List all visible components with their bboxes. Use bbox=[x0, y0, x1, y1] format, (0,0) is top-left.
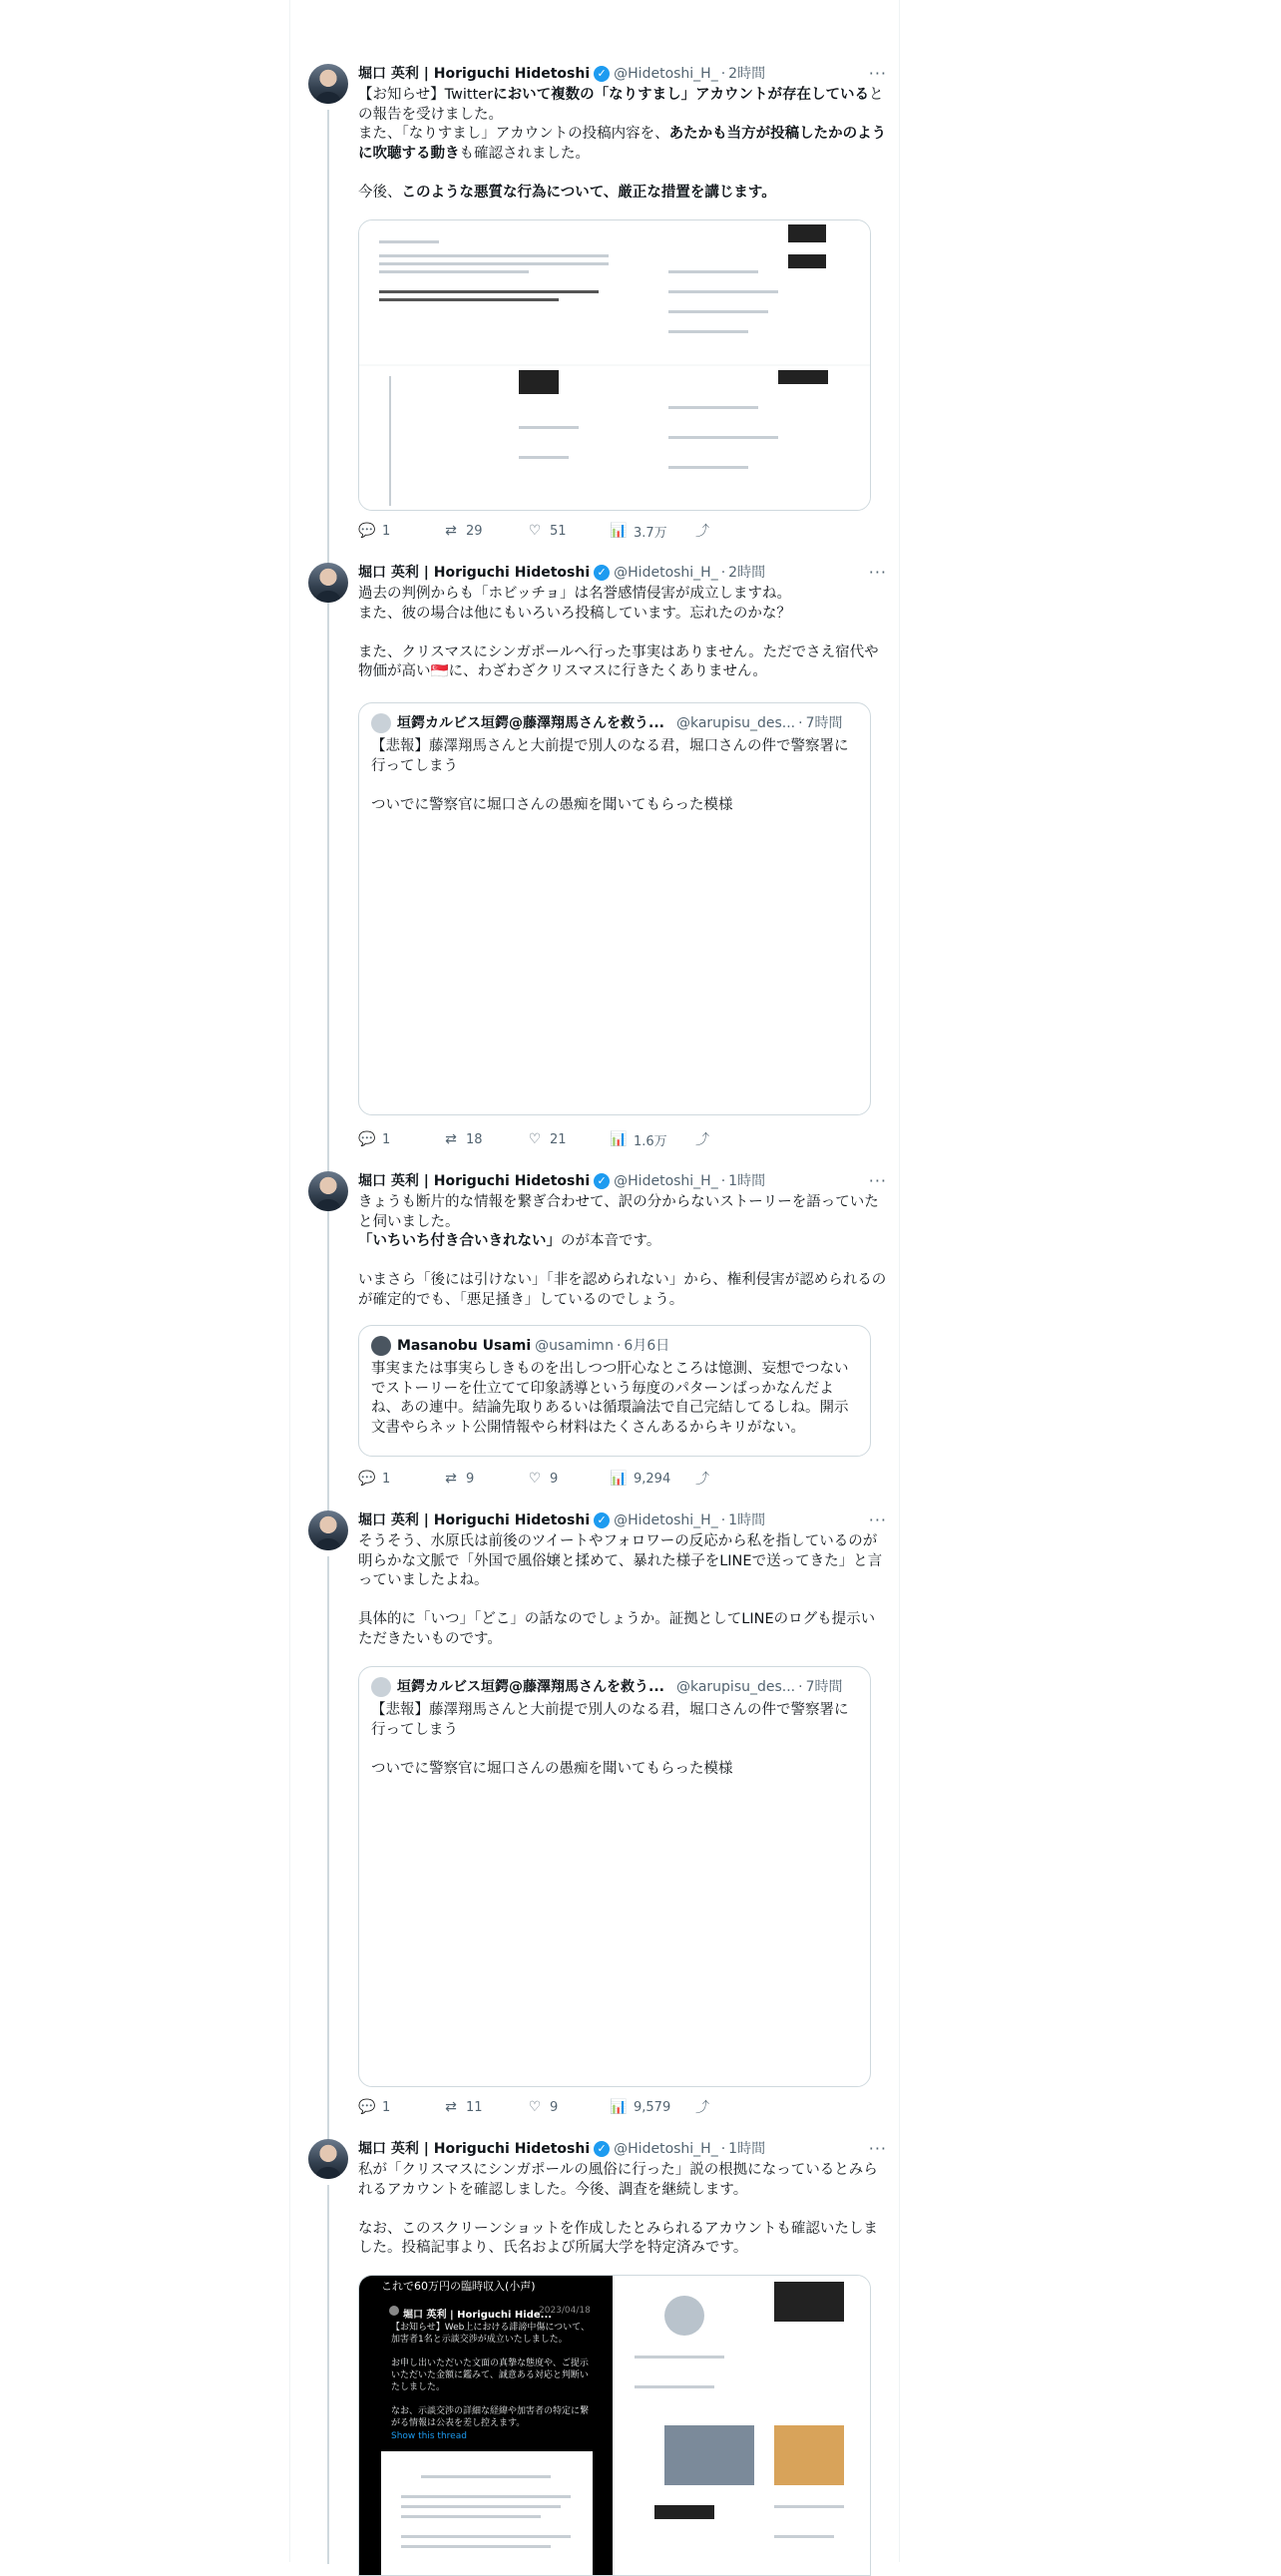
tweet[interactable]: 堀口 英利 | Horiguchi Hidetoshi ✓ @Hidetoshi_H_ · 2時間 ··· 【お知らせ】Twitterにおいて複数の「なりすまし」アカウントが存在しているとの報告を受けました。 また、「なりすまし」アカウントの投稿内容を、あたかも当方が投稿したかのように吹聴する動きも確認されました。 今後、このような悪質な行為について、厳正な措置を講じます。 💬 1 ⇄ 29 ♡ 51 📊 3.7万 ⤴ bbox=[308, 64, 887, 553]
views-button[interactable]: 📊 1.6万 bbox=[610, 1131, 667, 1149]
tweet[interactable]: 堀口 英利 | Horiguchi Hidetoshi ✓ @Hidetoshi_H_ · 2時間 ··· 過去の判例からも「ホビッチョ」は名誉感情侵害が成立しますね。 また、彼の場合は他にもいろいろ投稿しています。忘れたのかな？ また、クリスマスにシンガポールへ行った事実はありません。ただでさえ宿代や物価が高い🇸🇬に、わざわざクリスマスに行きたくありません。 垣鍔カルビス垣鍔@藤澤翔馬さんを救う... @karupisu_des... · 7時間 【悲報】藤澤翔馬さんと大前提で別人のなる君，堀口さんの件で警察署に行ってしまう ついでに警察官に堀口さんの愚痴を聞いてもらった模様 💬 1 ⇄ 18 ♡ 21 📊 1.6万 ⤴ bbox=[308, 563, 887, 1141]
thread-line bbox=[327, 110, 329, 619]
verified-badge-icon: ✓ bbox=[594, 66, 610, 82]
retweet-icon: ⇄ bbox=[445, 523, 457, 539]
author-name[interactable]: 堀口 英利 | Horiguchi Hidetoshi bbox=[358, 1173, 591, 1189]
quote-author-handle: @karupisu_des... bbox=[675, 715, 796, 731]
tweet-time[interactable]: 1時間 bbox=[728, 1512, 766, 1528]
retweet-icon: ⇄ bbox=[445, 1131, 457, 1147]
tweet-text bbox=[358, 86, 887, 203]
quote-time: 6月6日 bbox=[624, 1338, 670, 1354]
author-name[interactable]: 堀口 英利 | Horiguchi Hidetoshi bbox=[358, 1512, 591, 1528]
tweet-text-segment: このような悪質な行為について、厳正な措置を講じます。 bbox=[401, 184, 776, 201]
media-inner-link: Show this thread bbox=[391, 2431, 467, 2441]
tweet-text bbox=[358, 1193, 887, 1310]
avatar[interactable] bbox=[308, 2139, 348, 2179]
media-caption: これで60万円の臨時収入(小声) bbox=[381, 2280, 536, 2293]
avatar[interactable] bbox=[308, 64, 348, 104]
quote-text: 事実または事実らしきものを出しつつ肝心なところは憶測、妄想でつないでストーリーを仕立てて印象誘導という毎度のパターンばっかなんだよね、あの連中。結論先取りあるいは循環論法で自己完結してるしね。開示文書やらネット公開情報やら材料はたくさんあるからキリがない。 bbox=[371, 1361, 849, 1436]
quote-author-handle: @usamimn bbox=[535, 1338, 614, 1354]
reply-icon: 💬 bbox=[358, 1131, 376, 1147]
retweet-button[interactable]: ⇄ 29 bbox=[442, 521, 526, 541]
tweet-text: そうそう、水原氏は前後のツイートやフォロワーの反応から私を指しているのが明らかな文脈で「外国で風俗嬢と揉めて、暴れた様子をLINEで送ってきた」と言っていましたよね。 具体的に「いつ」「どこ」の話なのでしょうか。証拠としてLINEのログも提示いただきたいものです。 bbox=[358, 1533, 883, 1647]
verified-badge-icon: ✓ bbox=[594, 565, 610, 581]
share-button[interactable] bbox=[693, 521, 777, 541]
verified-badge-icon: ✓ bbox=[594, 1173, 610, 1189]
media-inner-text: 【お知らせ】Web上における誹謗中傷について、加害者1名と示談交渉が成立いたしました。 お申し出いただいた文面の真摯な態度や、ご提示いただいた金額に鑑みて、誠意ある対応と判断いたしました。 なお、示談交渉の詳細な経緯や加害者の特定に繋がる情報は公表を差し控えます。 bbox=[391, 2323, 590, 2428]
quote-text: 【悲報】藤澤翔馬さんと大前提で別人のなる君，堀口さんの件で警察署に行ってしまう ついでに警察官に堀口さんの愚痴を聞いてもらった模様 bbox=[371, 1702, 849, 1777]
reply-button[interactable]: 💬 1 bbox=[358, 523, 391, 539]
quote-avatar bbox=[371, 1677, 391, 1697]
share-icon: ⤴ bbox=[695, 524, 709, 540]
reply-icon: 💬 bbox=[358, 2099, 376, 2115]
quote-avatar bbox=[371, 1336, 391, 1356]
views-icon: 📊 bbox=[610, 523, 628, 539]
retweet-button[interactable]: ⇄ 18 bbox=[442, 1129, 526, 1149]
retweet-button[interactable]: ⇄ 11 bbox=[442, 2097, 526, 2117]
like-button[interactable]: ♡ 51 bbox=[526, 521, 610, 541]
quote-author-name: 垣鍔カルビス垣鍔@藤澤翔馬さんを救う... bbox=[397, 1679, 664, 1695]
author-handle[interactable]: @Hidetoshi_H_ bbox=[614, 565, 718, 581]
share-icon: ⤴ bbox=[695, 2100, 709, 2116]
heart-icon: ♡ bbox=[528, 523, 542, 539]
tweet-media-grid[interactable] bbox=[358, 2275, 871, 2576]
tweet[interactable]: 堀口 英利 | Horiguchi Hidetoshi ✓ @Hidetoshi_H_ · 1時間 ··· そうそう、水原氏は前後のツイートやフォロワーの反応から私を指しているのが明らかな文脈で「外国で風俗嬢と揉めて、暴れた様子をLINEで送ってきた」と言っていましたよね。 具体的に「いつ」「どこ」の話なのでしょうか。証拠としてLINEのログも提示いただきたいものです。 垣鍔カルビス垣鍔@藤澤翔馬さんを救う... @karupisu_des... · 7時間 【悲報】藤澤翔馬さんと大前提で別人のなる君，堀口さんの件で警察署に行ってしまう ついでに警察官に堀口さんの愚痴を聞いてもらった模様 💬 1 ⇄ 11 ♡ 9 📊 9,579 ⤴ bbox=[308, 1510, 887, 2119]
tweet-actions bbox=[358, 1469, 777, 1489]
share-icon: ⤴ bbox=[695, 1132, 709, 1148]
media-image[interactable] bbox=[639, 220, 870, 364]
quote-tweet[interactable]: Masanobu Usami @usamimn · 6月6日 事実または事実らしきものを出しつつ肝心なところは憶測、妄想でつないでストーリーを仕立てて印象誘導という毎度のパターンばっかなんだよね、あの連中。結論先取りあるいは循環論法で自己完結してるしね。開示文書やらネット公開情報やら材料はたくさんあるからキリがない。 bbox=[358, 1325, 871, 1457]
timeline-column bbox=[289, 0, 900, 2562]
media-inner-date: 2023/04/18 bbox=[539, 2306, 591, 2316]
author-name[interactable]: 堀口 英利 | Horiguchi Hidetoshi bbox=[358, 565, 591, 581]
like-button[interactable]: ♡ 9 bbox=[526, 1469, 610, 1489]
views-button[interactable]: 📊 9,294 bbox=[610, 1471, 671, 1487]
media-image[interactable] bbox=[639, 366, 870, 510]
share-icon: ⤴ bbox=[695, 1472, 709, 1488]
more-options-icon[interactable]: ··· bbox=[868, 64, 887, 83]
reply-icon: 💬 bbox=[358, 1471, 376, 1487]
tweet-time[interactable]: 1時間 bbox=[728, 2141, 766, 2157]
reply-button[interactable]: 💬 1 bbox=[358, 1471, 391, 1487]
quote-tweet[interactable]: 垣鍔カルビス垣鍔@藤澤翔馬さんを救う... @karupisu_des... · 7時間 【悲報】藤澤翔馬さんと大前提で別人のなる君，堀口さんの件で警察署に行ってしまう ついでに警察官に堀口さんの愚痴を聞いてもらった模様 bbox=[358, 702, 871, 1115]
tweet-text-segment: において複数の「なりすまし」アカウントが存在している bbox=[493, 87, 870, 103]
quote-author-name: 垣鍔カルビス垣鍔@藤澤翔馬さんを救う... bbox=[397, 715, 664, 731]
thread-line bbox=[327, 1556, 329, 2175]
reply-icon: 💬 bbox=[358, 523, 376, 539]
tweet-time[interactable]: 1時間 bbox=[728, 1173, 766, 1189]
share-button[interactable] bbox=[693, 1469, 777, 1489]
heart-icon: ♡ bbox=[528, 2099, 542, 2115]
quote-author-handle: @karupisu_des... bbox=[675, 1679, 796, 1695]
tweet[interactable]: 堀口 英利 | Horiguchi Hidetoshi ✓ @Hidetoshi_H_ · 1時間 ··· きょうも断片的な情報を繋ぎ合わせて、訳の分からないストーリーを語っていたと伺いました。 「いちいち付き合いきれない」のが本音です。 いまさら「後には引けない」「非を認められない」から、権利侵害が認められるのが確定的でも、「悪足掻き」しているのでしょう。 Masanobu Usami @usamimn · 6月6日 事実または事実らしきものを出しつつ肝心なところは憶測、妄想でつないでストーリーを仕立てて印象誘導という毎度のパターンばっかなんだよね、あの連中。結論先取りあるいは循環論法で自己完結してるしね。開示文書やらネット公開情報やら材料はたくさんあるからキリがない。 💬 1 ⇄ 9 ♡ 9 📊 9,294 ⤴ bbox=[308, 1171, 887, 1491]
more-options-icon[interactable]: ··· bbox=[868, 2139, 887, 2158]
share-button[interactable] bbox=[693, 2097, 777, 2117]
tweet-media-grid[interactable] bbox=[358, 219, 871, 511]
avatar[interactable] bbox=[308, 1171, 348, 1211]
retweet-button[interactable]: ⇄ 9 bbox=[442, 1469, 526, 1489]
media-image[interactable] bbox=[359, 220, 639, 364]
views-button[interactable]: 📊 9,579 bbox=[610, 2099, 671, 2115]
quote-text: 【悲報】藤澤翔馬さんと大前提で別人のなる君，堀口さんの件で警察署に行ってしまう ついでに警察官に堀口さんの愚痴を聞いてもらった模様 bbox=[371, 738, 849, 813]
media-image[interactable] bbox=[359, 366, 639, 510]
media-image[interactable] bbox=[615, 2276, 870, 2575]
author-handle[interactable]: @Hidetoshi_H_ bbox=[614, 1173, 718, 1189]
tweet-actions bbox=[358, 2097, 777, 2117]
tweet[interactable]: 堀口 英利 | Horiguchi Hidetoshi ✓ @Hidetoshi_H_ · 1時間 ··· 私が「クリスマスにシンガポールの風俗に行った」説の根拠になっているとみられるアカウントを確認しました。今後、調査を継続します。 なお、このスクリーンショットを作成したとみられるアカウントも確認いたしました。投稿記事より、氏名および所属大学を特定済みです。 これで60万円の臨時収入(小声) 堀口 英利 | Horiguchi Hide... 2023/04/18 【お知らせ】Web上における誹謗中傷について、加害者1名と示談交渉が成立いたしました。 お申し出いただいた文面の真摯な態度や、ご提示いただいた金額に鑑みて、誠意ある対応と判断いたしました。 なお、示談交渉の詳細な経緯や加害者の特定に繋がる情報は公表を差し控えます。 Show this thread bbox=[308, 2139, 887, 2562]
media-inner-avatar bbox=[389, 2306, 399, 2316]
thread-line bbox=[327, 609, 329, 1227]
quote-tweet[interactable]: 垣鍔カルビス垣鍔@藤澤翔馬さんを救う... @karupisu_des... · 7時間 【悲報】藤澤翔馬さんと大前提で別人のなる君，堀口さんの件で警察署に行ってしまう ついでに警察官に堀口さんの愚痴を聞いてもらった模様 bbox=[358, 1666, 871, 2087]
verified-badge-icon: ✓ bbox=[594, 1512, 610, 1528]
quote-author-name: Masanobu Usami bbox=[397, 1338, 532, 1354]
tweet-time[interactable]: 2時間 bbox=[728, 565, 766, 581]
tweet-actions bbox=[358, 1129, 777, 1149]
avatar[interactable] bbox=[308, 1510, 348, 1550]
like-button[interactable]: ♡ 9 bbox=[526, 2097, 610, 2117]
retweet-icon: ⇄ bbox=[445, 2099, 457, 2115]
heart-icon: ♡ bbox=[528, 1131, 542, 1147]
views-icon: 📊 bbox=[610, 1471, 628, 1487]
thread-line bbox=[327, 1217, 329, 1526]
more-options-icon[interactable]: ··· bbox=[868, 563, 887, 582]
tweet-text: 私が「クリスマスにシンガポールの風俗に行った」説の根拠になっているとみられるアカウントを確認しました。今後、調査を継続します。 なお、このスクリーンショットを作成したとみられるアカウントも確認いたしました。投稿記事より、氏名および所属大学を特定済みです。 bbox=[358, 2162, 878, 2256]
tweet-text: 過去の判例からも「ホビッチョ」は名誉感情侵害が成立しますね。 また、彼の場合は他にもいろいろ投稿しています。忘れたのかな？ また、クリスマスにシンガポールへ行った事実はありません。ただでさえ宿代や物価が高い🇸🇬に、わざわざクリスマスに行きたくありません。 bbox=[358, 586, 879, 679]
quote-time: 7時間 bbox=[805, 1679, 843, 1695]
author-name[interactable]: 堀口 英利 | Horiguchi Hidetoshi bbox=[358, 66, 591, 82]
tweet-actions bbox=[358, 521, 777, 541]
share-button[interactable] bbox=[693, 1129, 777, 1149]
views-icon: 📊 bbox=[610, 2099, 628, 2115]
verified-badge-icon: ✓ bbox=[594, 2141, 610, 2157]
like-button[interactable]: ♡ 21 bbox=[526, 1129, 610, 1149]
views-icon: 📊 bbox=[610, 1131, 628, 1147]
retweet-icon: ⇄ bbox=[445, 1471, 457, 1487]
author-handle[interactable]: @Hidetoshi_H_ bbox=[614, 2141, 718, 2157]
avatar[interactable] bbox=[308, 563, 348, 603]
reply-button[interactable]: 💬 1 bbox=[358, 1131, 391, 1147]
tweet-text-segment: きょうも断片的な情報を繋ぎ合わせて、訳の分からないストーリーを語っていたと伺いました。 bbox=[358, 1194, 879, 1230]
views-button[interactable]: 📊 3.7万 bbox=[610, 523, 667, 541]
media-image[interactable] bbox=[359, 2276, 613, 2575]
tweet-text-segment: 「いちいち付き合いきれない」 bbox=[358, 1233, 561, 1249]
author-handle[interactable]: @Hidetoshi_H_ bbox=[614, 66, 718, 82]
tweet-text-segment: との報告を受けました。 また、「なりすまし」アカウントの投稿内容を、 bbox=[358, 87, 884, 142]
tweet-text-segment: も確認されました。 今後、 bbox=[358, 145, 590, 201]
tweet-text-segment: あたかも当方が投稿したかのように吹聴する動き bbox=[358, 126, 887, 162]
quote-time: 7時間 bbox=[805, 715, 843, 731]
more-options-icon[interactable]: ··· bbox=[868, 1171, 887, 1190]
tweet-time[interactable]: 2時間 bbox=[728, 66, 766, 82]
heart-icon: ♡ bbox=[528, 1471, 542, 1487]
author-name[interactable]: 堀口 英利 | Horiguchi Hidetoshi bbox=[358, 2141, 591, 2157]
quote-avatar bbox=[371, 713, 391, 733]
reply-button[interactable]: 💬 1 bbox=[358, 2099, 391, 2115]
author-handle[interactable]: @Hidetoshi_H_ bbox=[614, 1512, 718, 1528]
tweet-text-segment: のが本音です。 いまさら「後には引けない」「非を認められない」から、権利侵害が認められるのが確定的でも、「悪足掻き」しているのでしょう。 bbox=[358, 1233, 887, 1308]
tweet-text-segment: 【お知らせ】Twitter bbox=[358, 87, 494, 103]
more-options-icon[interactable]: ··· bbox=[868, 1510, 887, 1529]
media-inner-name: 堀口 英利 | Horiguchi Hide... bbox=[403, 2310, 553, 2321]
thread-line bbox=[327, 2185, 329, 2564]
